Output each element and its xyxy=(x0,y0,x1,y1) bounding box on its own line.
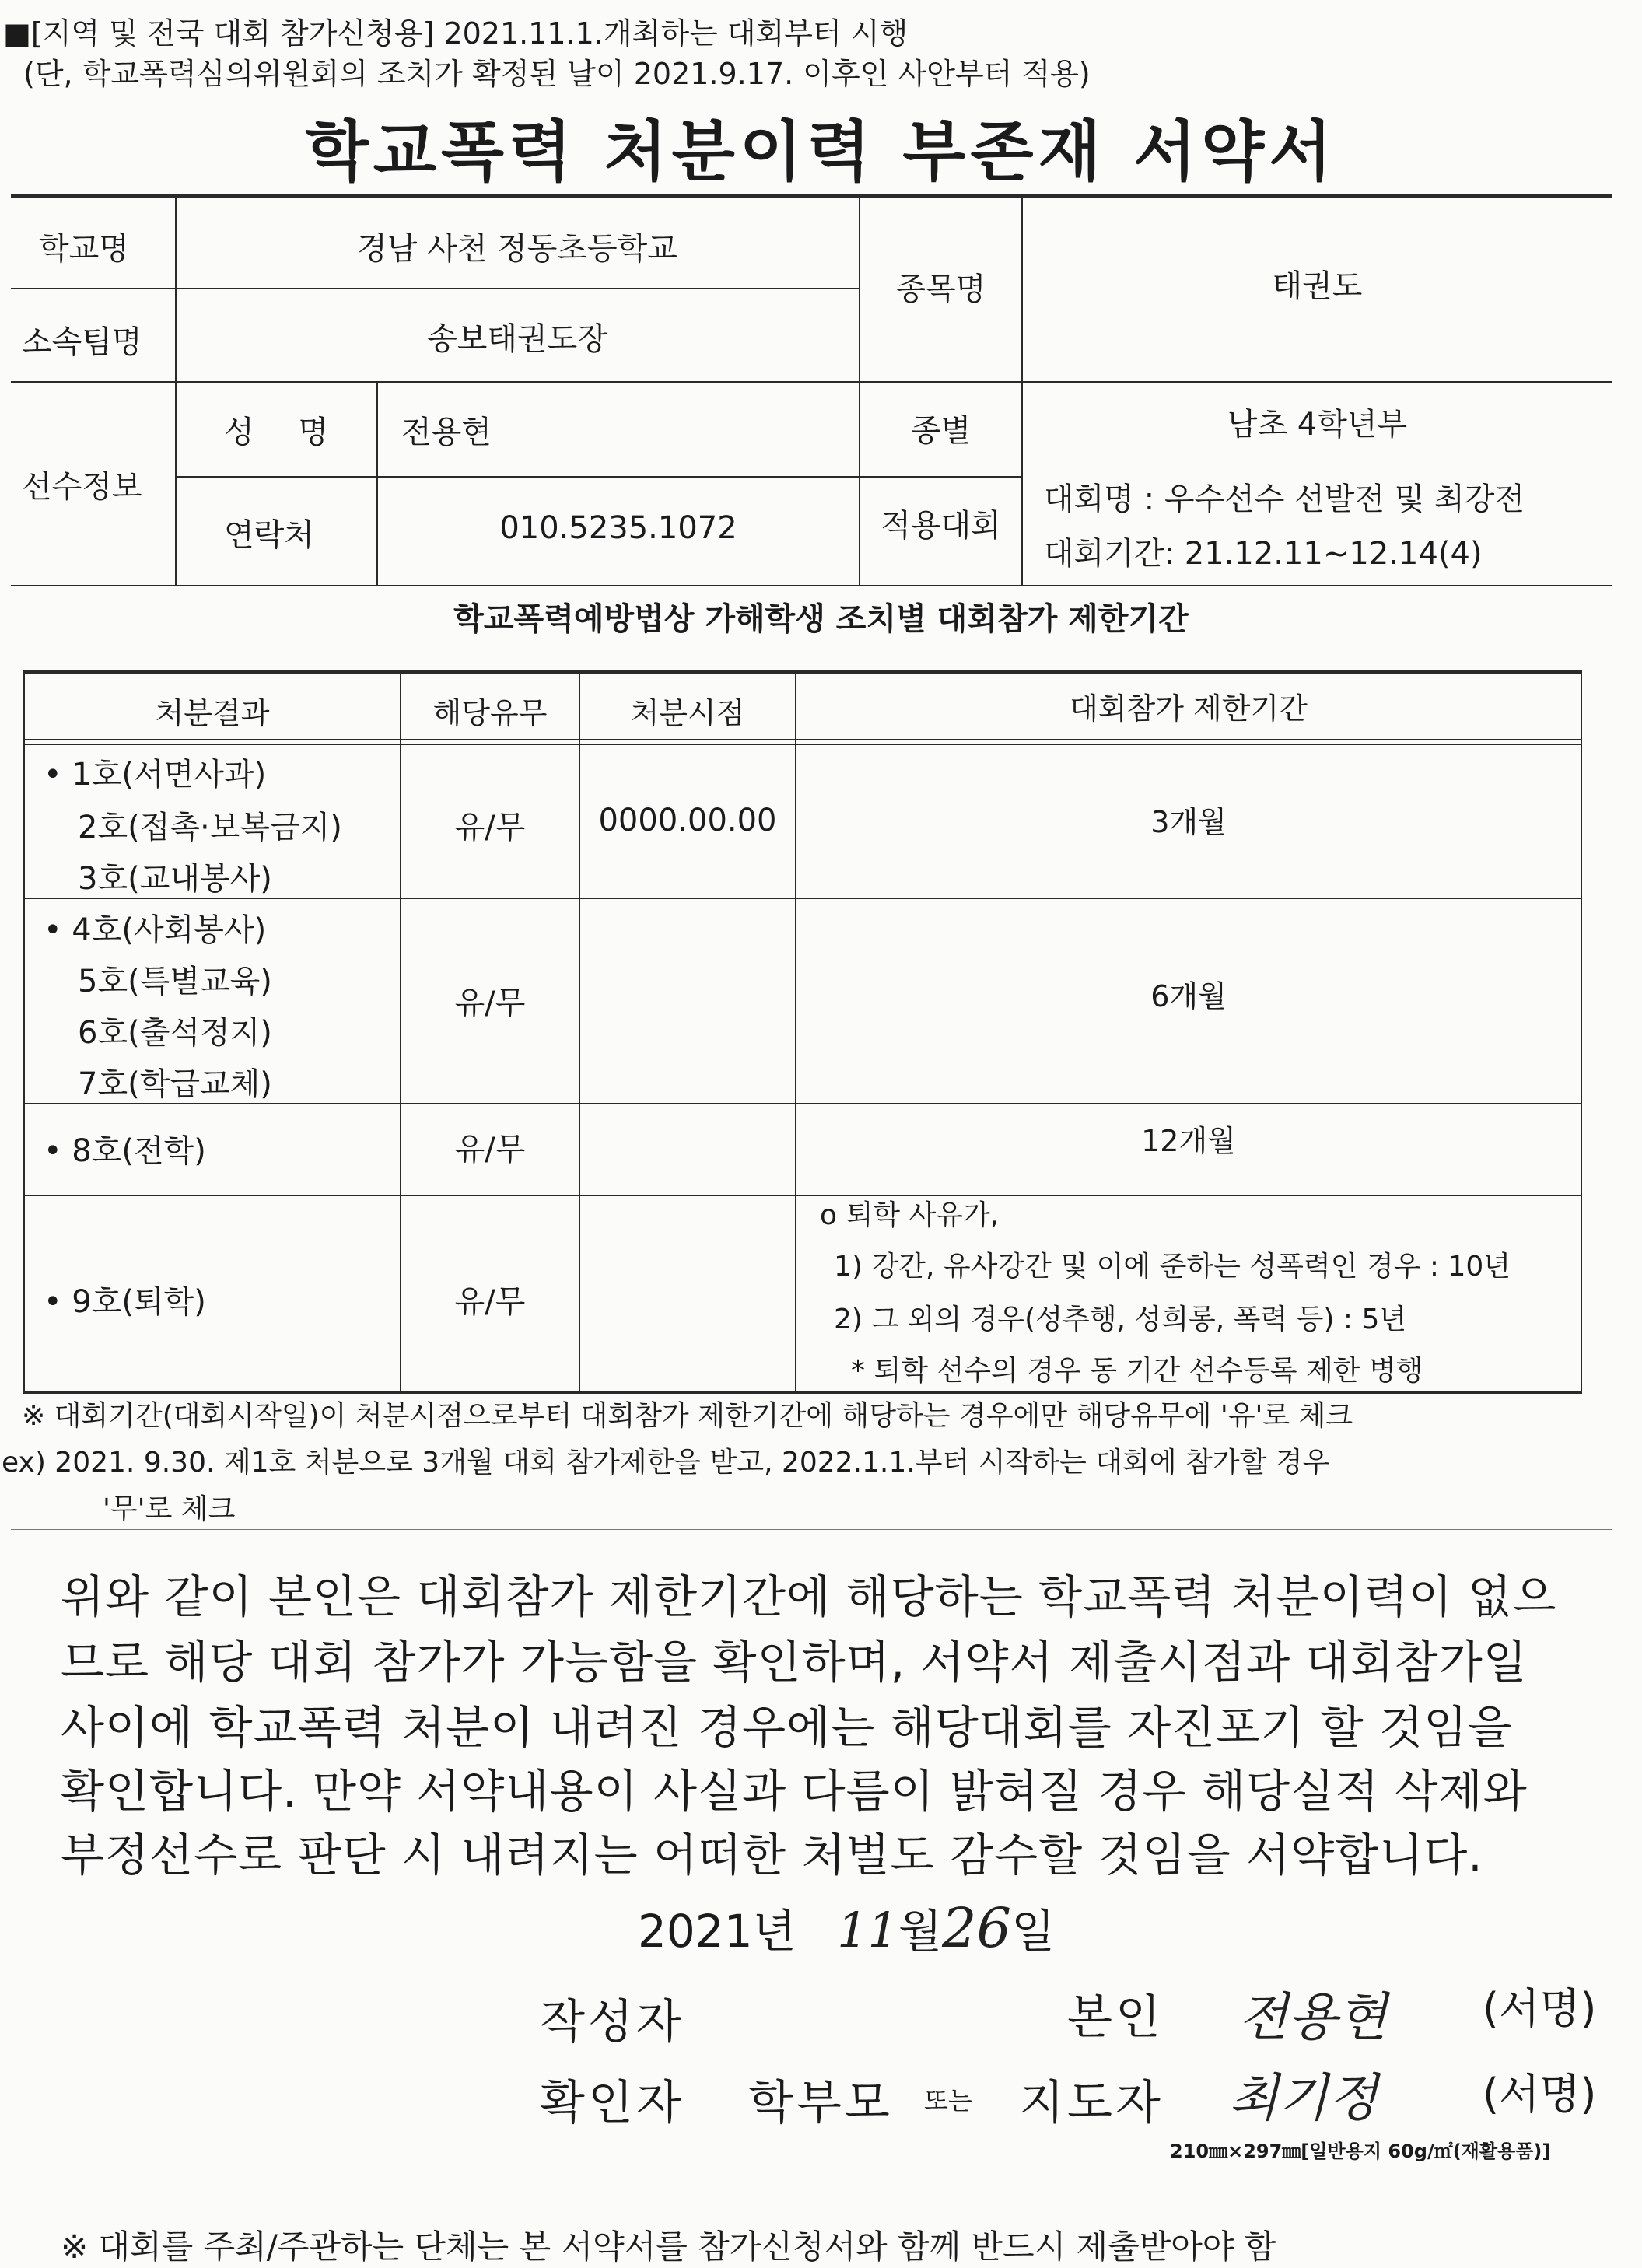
date-day-unit: 일 xyxy=(1011,1905,1056,1958)
coach-label: 지도자 xyxy=(1019,2076,1164,2130)
restriction-col-divider xyxy=(1581,670,1582,1392)
applicable-checkbox-text[interactable]: 유/무 xyxy=(454,1284,526,1320)
pledge-line: 므로 해당 대회 참가가 가능함을 확인하며, 서약서 제출시점과 대회참가일 xyxy=(61,1636,1528,1689)
measure-item: 5호(특별교육) xyxy=(78,964,272,999)
measure-item: 3호(교내봉사) xyxy=(78,861,272,897)
restriction-row-divider xyxy=(23,1195,1582,1196)
paper-spec: 210㎜×297㎜[일반용지 60g/㎡(재활용품)] xyxy=(1170,2140,1551,2162)
or-label: 또는 xyxy=(924,2086,972,2116)
event-label: 적용대회 xyxy=(881,508,1001,544)
event-name: 대회명 : 우수선수 선발전 및 최강전 xyxy=(1044,481,1525,517)
applicable-checkbox-text[interactable]: 유/무 xyxy=(454,985,526,1021)
author-label: 작성자 xyxy=(540,1995,684,2049)
section-heading: 학교폭력예방법상 가해학생 조치별 대회참가 제한기간 xyxy=(453,601,1189,637)
measure-item: • 8호(전학) xyxy=(44,1133,206,1169)
info-table-top-border xyxy=(11,194,1612,198)
player-info-label: 선수정보 xyxy=(22,469,142,505)
sign-mark-1: (서명) xyxy=(1483,1984,1597,2033)
note-example: ex) 2021. 9.30. 제1호 처분으로 3개월 대회 참가제한을 받고, 2022.1.1.부터 시작하는 대회에 참가할 경우 xyxy=(2,1447,1330,1479)
info-table-bottom-border xyxy=(11,585,1612,586)
note-check-instruction: ※ 대회기간(대회시작일)이 처분시점으로부터 대회참가 제한기간에 해당하는 경우에만 해당유무에 '유'로 체크 xyxy=(22,1400,1353,1432)
column-header-date: 처분시점 xyxy=(630,696,745,730)
column-header-applicable: 해당유무 xyxy=(432,696,548,730)
event-period: 대회기간: 21.12.11~12.14(4) xyxy=(1044,536,1483,572)
category-value: 남초 4학년부 xyxy=(1227,407,1408,443)
pledge-line: 위와 같이 본인은 대회참가 제한기간에 해당하는 학교폭력 처분이력이 없으 xyxy=(61,1570,1557,1623)
restriction-col-divider xyxy=(579,670,580,1392)
date-day-handwritten: 26 xyxy=(942,1896,1012,1960)
measure-item: 2호(접촉·보복금지) xyxy=(78,810,342,845)
measure-item: 6호(출석정지) xyxy=(78,1015,272,1051)
header-line-1: ■[지역 및 전국 대회 참가신청용] 2021.11.1.개최하는 대회부터 시행 xyxy=(3,16,909,51)
measure-item: • 1호(서면사과) xyxy=(44,757,267,793)
expulsion-note-line: 1) 강간, 유사강간 및 이에 준하는 성폭력인 경우 : 10년 xyxy=(834,1251,1511,1283)
expulsion-note-line: 2) 그 외의 경우(성추행, 성희롱, 폭력 등) : 5년 xyxy=(834,1304,1407,1335)
category-label: 종별 xyxy=(910,413,972,449)
notes-divider xyxy=(11,1529,1612,1530)
disposition-date: 0000.00.00 xyxy=(598,803,777,838)
date-month-unit: 월 xyxy=(898,1905,943,1958)
name-label: 성 명 xyxy=(224,415,345,450)
document-title: 학교폭력 처분이력 부존재 서약서 xyxy=(305,114,1337,190)
date-year-unit: 년 xyxy=(752,1905,796,1958)
column-header-period: 대회참가 제한기간 xyxy=(1070,691,1308,726)
self-label: 본인 xyxy=(1067,1990,1164,2045)
note-example-cont: '무'로 체크 xyxy=(103,1493,236,1525)
restriction-period: 6개월 xyxy=(1150,979,1227,1013)
footer-note: ※ 대회를 주최/주관하는 단체는 본 서약서를 참가신청서와 함께 반드시 제출받아야 함 xyxy=(61,2228,1276,2266)
contact-value: 010.5235.1072 xyxy=(499,510,737,546)
contact-label: 연락처 xyxy=(224,517,314,553)
header-line-2: (단, 학교폭력심의위원회의 조치가 확정된 날이 2021.9.17. 이후인 사안부터 적용) xyxy=(23,57,1091,91)
restriction-period: 3개월 xyxy=(1150,805,1227,839)
restriction-table-header-divider xyxy=(23,739,1582,740)
restriction-col-divider xyxy=(23,670,25,1392)
info-col-divider xyxy=(376,381,378,585)
parent-label: 학부모 xyxy=(748,2076,893,2130)
date-line xyxy=(638,1895,1055,1960)
expulsion-note-line: * 퇴학 선수의 경우 동 기간 선수등록 제한 병행 xyxy=(851,1355,1423,1387)
self-signature: 전용현 xyxy=(1238,1987,1388,2047)
sport-label: 종목명 xyxy=(895,271,986,307)
pledge-line: 부정선수로 판단 시 내려지는 어떠한 처벌도 감수할 것임을 서약합니다. xyxy=(61,1829,1483,1881)
confirmer-label: 확인자 xyxy=(540,2076,684,2130)
pledge-line: 확인합니다. 만약 서약내용이 사실과 다름이 밝혀질 경우 해당실적 삭제와 xyxy=(61,1765,1528,1818)
info-divider xyxy=(175,476,1021,478)
date-month-handwritten: 11 xyxy=(837,1902,898,1958)
applicable-checkbox-text[interactable]: 유/무 xyxy=(454,810,526,845)
restriction-col-divider xyxy=(795,670,796,1392)
date-year: 2021 xyxy=(638,1905,753,1958)
column-header-measure: 처분결과 xyxy=(155,696,270,730)
school-value: 경남 사천 정동초등학교 xyxy=(357,231,677,267)
team-value: 송보태권도장 xyxy=(427,321,607,357)
info-divider xyxy=(11,381,1612,383)
measure-item: • 4호(사회봉사) xyxy=(44,912,267,948)
restriction-table-header-divider xyxy=(23,744,1582,745)
team-label: 소속팀명 xyxy=(22,324,142,360)
school-label: 학교명 xyxy=(39,231,129,267)
measure-item: • 9호(퇴학) xyxy=(44,1284,206,1320)
restriction-period: 12개월 xyxy=(1141,1124,1236,1158)
name-value: 전용현 xyxy=(401,415,492,450)
pledge-line: 사이에 학교폭력 처분이 내려진 경우에는 해당대회를 자진포기 할 것임을 xyxy=(61,1701,1513,1754)
expulsion-note-line: o 퇴학 사유가, xyxy=(820,1199,1000,1231)
restriction-table-top-border xyxy=(23,670,1582,674)
info-col-divider xyxy=(1021,194,1023,585)
sport-value: 태권도 xyxy=(1272,268,1363,304)
sign-mark-2: (서명) xyxy=(1483,2070,1597,2119)
info-divider xyxy=(11,288,859,289)
applicable-checkbox-text[interactable]: 유/무 xyxy=(454,1132,526,1167)
measure-item: 7호(학급교체) xyxy=(78,1066,272,1102)
coach-signature: 최기정 xyxy=(1229,2068,1378,2128)
